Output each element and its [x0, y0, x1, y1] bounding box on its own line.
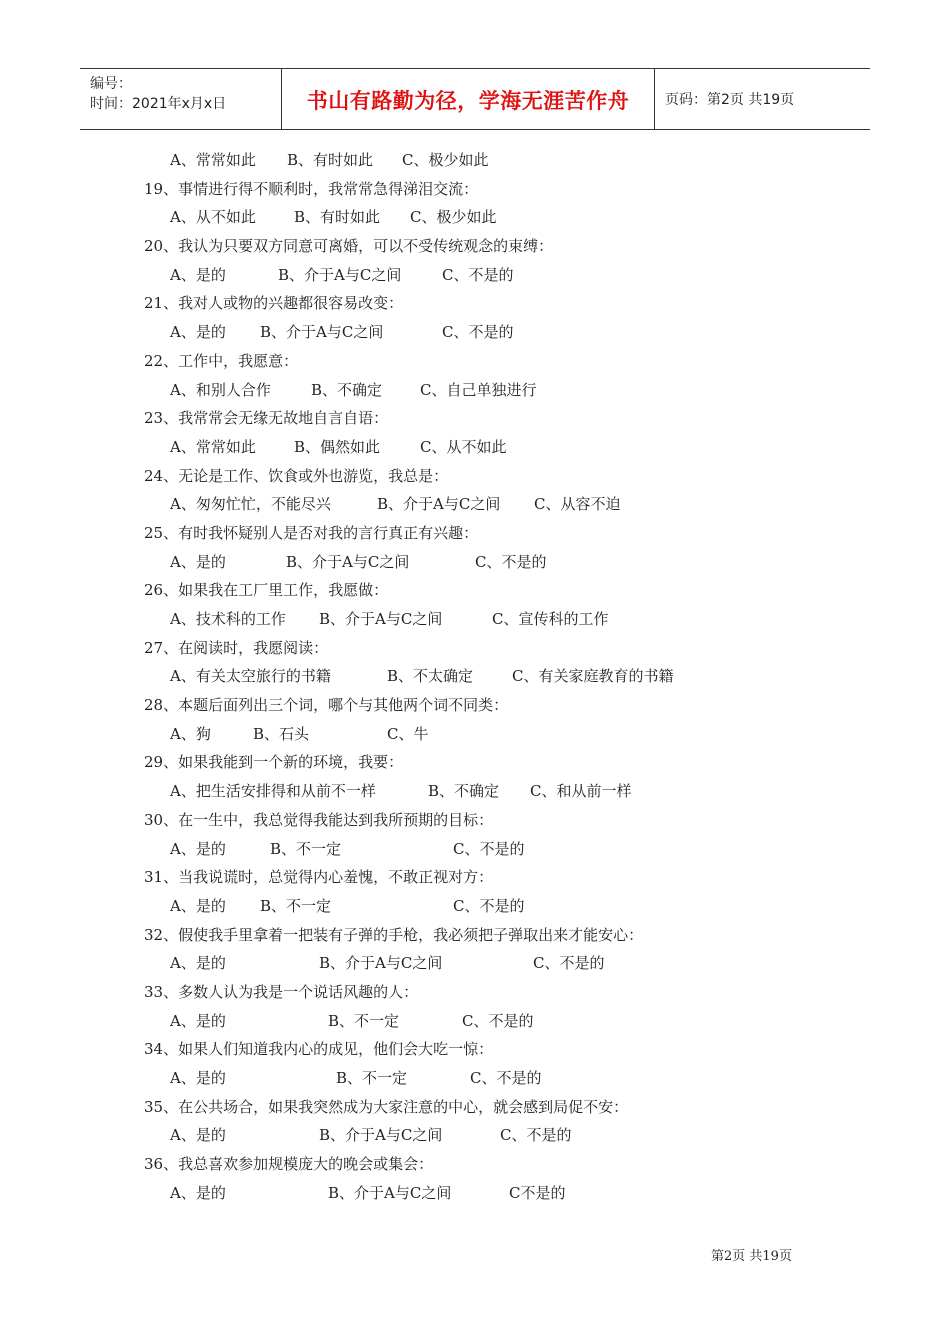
option-row [0, 203, 950, 232]
answer-option-c: C、不是的 [453, 839, 525, 858]
answer-option-b: B、不确定 [311, 380, 383, 399]
answer-option-b: B、介于A与C之间 [319, 954, 443, 973]
answer-option-a: A、是的 [170, 552, 226, 571]
answer-option-a: A、是的 [170, 1011, 226, 1030]
answer-option-a: A、常常如此 [170, 151, 256, 169]
option-row [0, 1121, 950, 1150]
answer-option-a: A、狗 [170, 724, 211, 743]
answer-option-c: C、从不如此 [420, 437, 507, 456]
answer-option-c: C、不是的 [533, 954, 605, 973]
header-page-label: 页码：第2页 共19页 [665, 92, 795, 108]
answer-option-b: B、介于A与C之间 [328, 1183, 452, 1202]
answer-option-c: C、从容不迫 [534, 495, 621, 514]
question-text: 30、在一生中，我总觉得我能达到我所预期的目标： [144, 810, 494, 829]
answer-option-c: C、不是的 [500, 1126, 572, 1145]
question-text: 20、我认为只要双方同意可离婚，可以不受传统观念的束缚： [144, 237, 554, 256]
answer-option-c: C、宣传科的工作 [492, 610, 609, 628]
answer-option-b: B、介于A与C之间 [260, 323, 384, 342]
option-row [0, 835, 950, 864]
answer-option-a: A、是的 [170, 954, 226, 973]
header-meta [80, 69, 282, 129]
answer-option-c: C、自己单独进行 [420, 380, 537, 399]
option-row [0, 490, 950, 519]
answer-option-b: B、介于A与C之间 [319, 1126, 443, 1145]
answer-option-c: C、不是的 [453, 896, 525, 915]
number-label: 编号： [90, 76, 132, 92]
answer-option-b: B、介于A与C之间 [319, 610, 443, 628]
answer-option-c: C、不是的 [442, 323, 514, 342]
answer-option-a: A、有关太空旅行的书籍 [170, 667, 331, 686]
answer-option-c: C、不是的 [470, 1069, 542, 1087]
question-text: 22、工作中，我愿意： [144, 351, 299, 370]
option-row [0, 662, 950, 691]
answer-option-c: C、极少如此 [410, 208, 497, 227]
answer-option-b: B、不太确定 [387, 667, 474, 686]
answer-option-c: C、和从前一样 [530, 782, 632, 801]
answer-option-a: A、把生活安排得和从前不一样 [170, 782, 376, 801]
option-row [0, 1064, 950, 1093]
answer-option-b: B、石头 [253, 724, 310, 743]
answer-option-c: C不是的 [509, 1183, 566, 1202]
answer-option-b: B、偶然如此 [294, 437, 381, 456]
answer-option-c: C、牛 [387, 724, 429, 743]
question-text: 35、在公共场合，如果我突然成为大家注意的中心，就会感到局促不安： [144, 1097, 629, 1116]
answer-option-a: A、是的 [170, 1126, 226, 1145]
option-row [0, 261, 950, 290]
option-row [0, 605, 950, 634]
question-text: 28、本题后面列出三个词，哪个与其他两个词不同类： [144, 696, 509, 715]
answer-option-a: A、和别人合作 [170, 380, 271, 399]
option-row [0, 949, 950, 978]
answer-option-a: A、技术科的工作 [170, 610, 286, 628]
page-header [80, 68, 870, 130]
answer-option-a: A、是的 [170, 1183, 226, 1202]
option-row [0, 720, 950, 749]
question-text: 33、多数人认为我是一个说话风趣的人： [144, 982, 419, 1001]
answer-option-b: B、有时如此 [294, 208, 381, 227]
page-footer: 第2页 共19页 [711, 1249, 792, 1264]
header-page-cell [655, 69, 870, 129]
question-text: 23、我常常会无缘无故地自言自语： [144, 409, 389, 428]
answer-option-b: B、不一定 [270, 839, 342, 858]
answer-option-a: A、匆匆忙忙，不能尽兴 [170, 495, 331, 514]
answer-option-a: A、是的 [170, 896, 226, 915]
answer-option-b: B、不一定 [336, 1069, 408, 1087]
answer-option-a: A、是的 [170, 323, 226, 342]
question-text: 19、事情进行得不顺利时，我常常急得涕泪交流： [144, 179, 479, 198]
question-text: 24、无论是工作、饮食或外也游览，我总是： [144, 466, 449, 485]
option-row [0, 433, 950, 462]
answer-option-c: C、极少如此 [402, 151, 489, 169]
answer-option-b: B、有时如此 [287, 151, 374, 169]
question-text: 25、有时我怀疑别人是否对我的言行真正有兴趣： [144, 523, 479, 542]
header-motto-cell [282, 69, 655, 129]
question-text: 27、在阅读时，我愿阅读： [144, 638, 329, 657]
answer-option-c: C、不是的 [462, 1011, 534, 1030]
option-row [0, 777, 950, 806]
question-text: 34、如果人们知道我内心的成见，他们会大吃一惊： [144, 1040, 494, 1059]
motto-title: 书山有路勤为径，学海无涯苦作舟 [306, 89, 630, 113]
option-row [0, 376, 950, 405]
question-text: 31、当我说谎时，总觉得内心羞愧，不敢正视对方： [144, 868, 494, 887]
answer-option-a: A、从不如此 [170, 208, 256, 227]
answer-option-b: B、介于A与C之间 [377, 495, 501, 514]
option-row [0, 1007, 950, 1036]
answer-option-a: A、是的 [170, 1069, 226, 1087]
option-row [0, 892, 950, 921]
questionnaire-body [0, 146, 950, 1207]
option-row [0, 548, 950, 577]
question-text: 26、如果我在工厂里工作，我愿做： [144, 581, 389, 600]
answer-option-b: B、介于A与C之间 [286, 552, 410, 571]
question-text: 32、假使我手里拿着一把装有子弹的手枪，我必须把子弹取出来才能安心： [144, 925, 644, 944]
time-label: 时间：2021年x月x日 [90, 96, 227, 112]
answer-option-a: A、是的 [170, 839, 226, 858]
question-text: 21、我对人或物的兴趣都很容易改变： [144, 294, 404, 313]
answer-option-c: C、不是的 [442, 265, 514, 284]
answer-option-a: A、常常如此 [170, 437, 256, 456]
answer-option-a: A、是的 [170, 265, 226, 284]
option-row [0, 146, 950, 175]
answer-option-b: B、不确定 [428, 782, 500, 801]
answer-option-c: C、不是的 [475, 552, 547, 571]
answer-option-b: B、不一定 [328, 1011, 400, 1030]
option-row [0, 1179, 950, 1208]
answer-option-c: C、有关家庭教育的书籍 [512, 667, 674, 686]
answer-option-b: B、不一定 [260, 896, 332, 915]
question-text: 36、我总喜欢参加规模庞大的晚会或集会： [144, 1155, 434, 1174]
answer-option-b: B、介于A与C之间 [278, 265, 402, 284]
question-text: 29、如果我能到一个新的环境，我要： [144, 753, 404, 772]
option-row [0, 318, 950, 347]
